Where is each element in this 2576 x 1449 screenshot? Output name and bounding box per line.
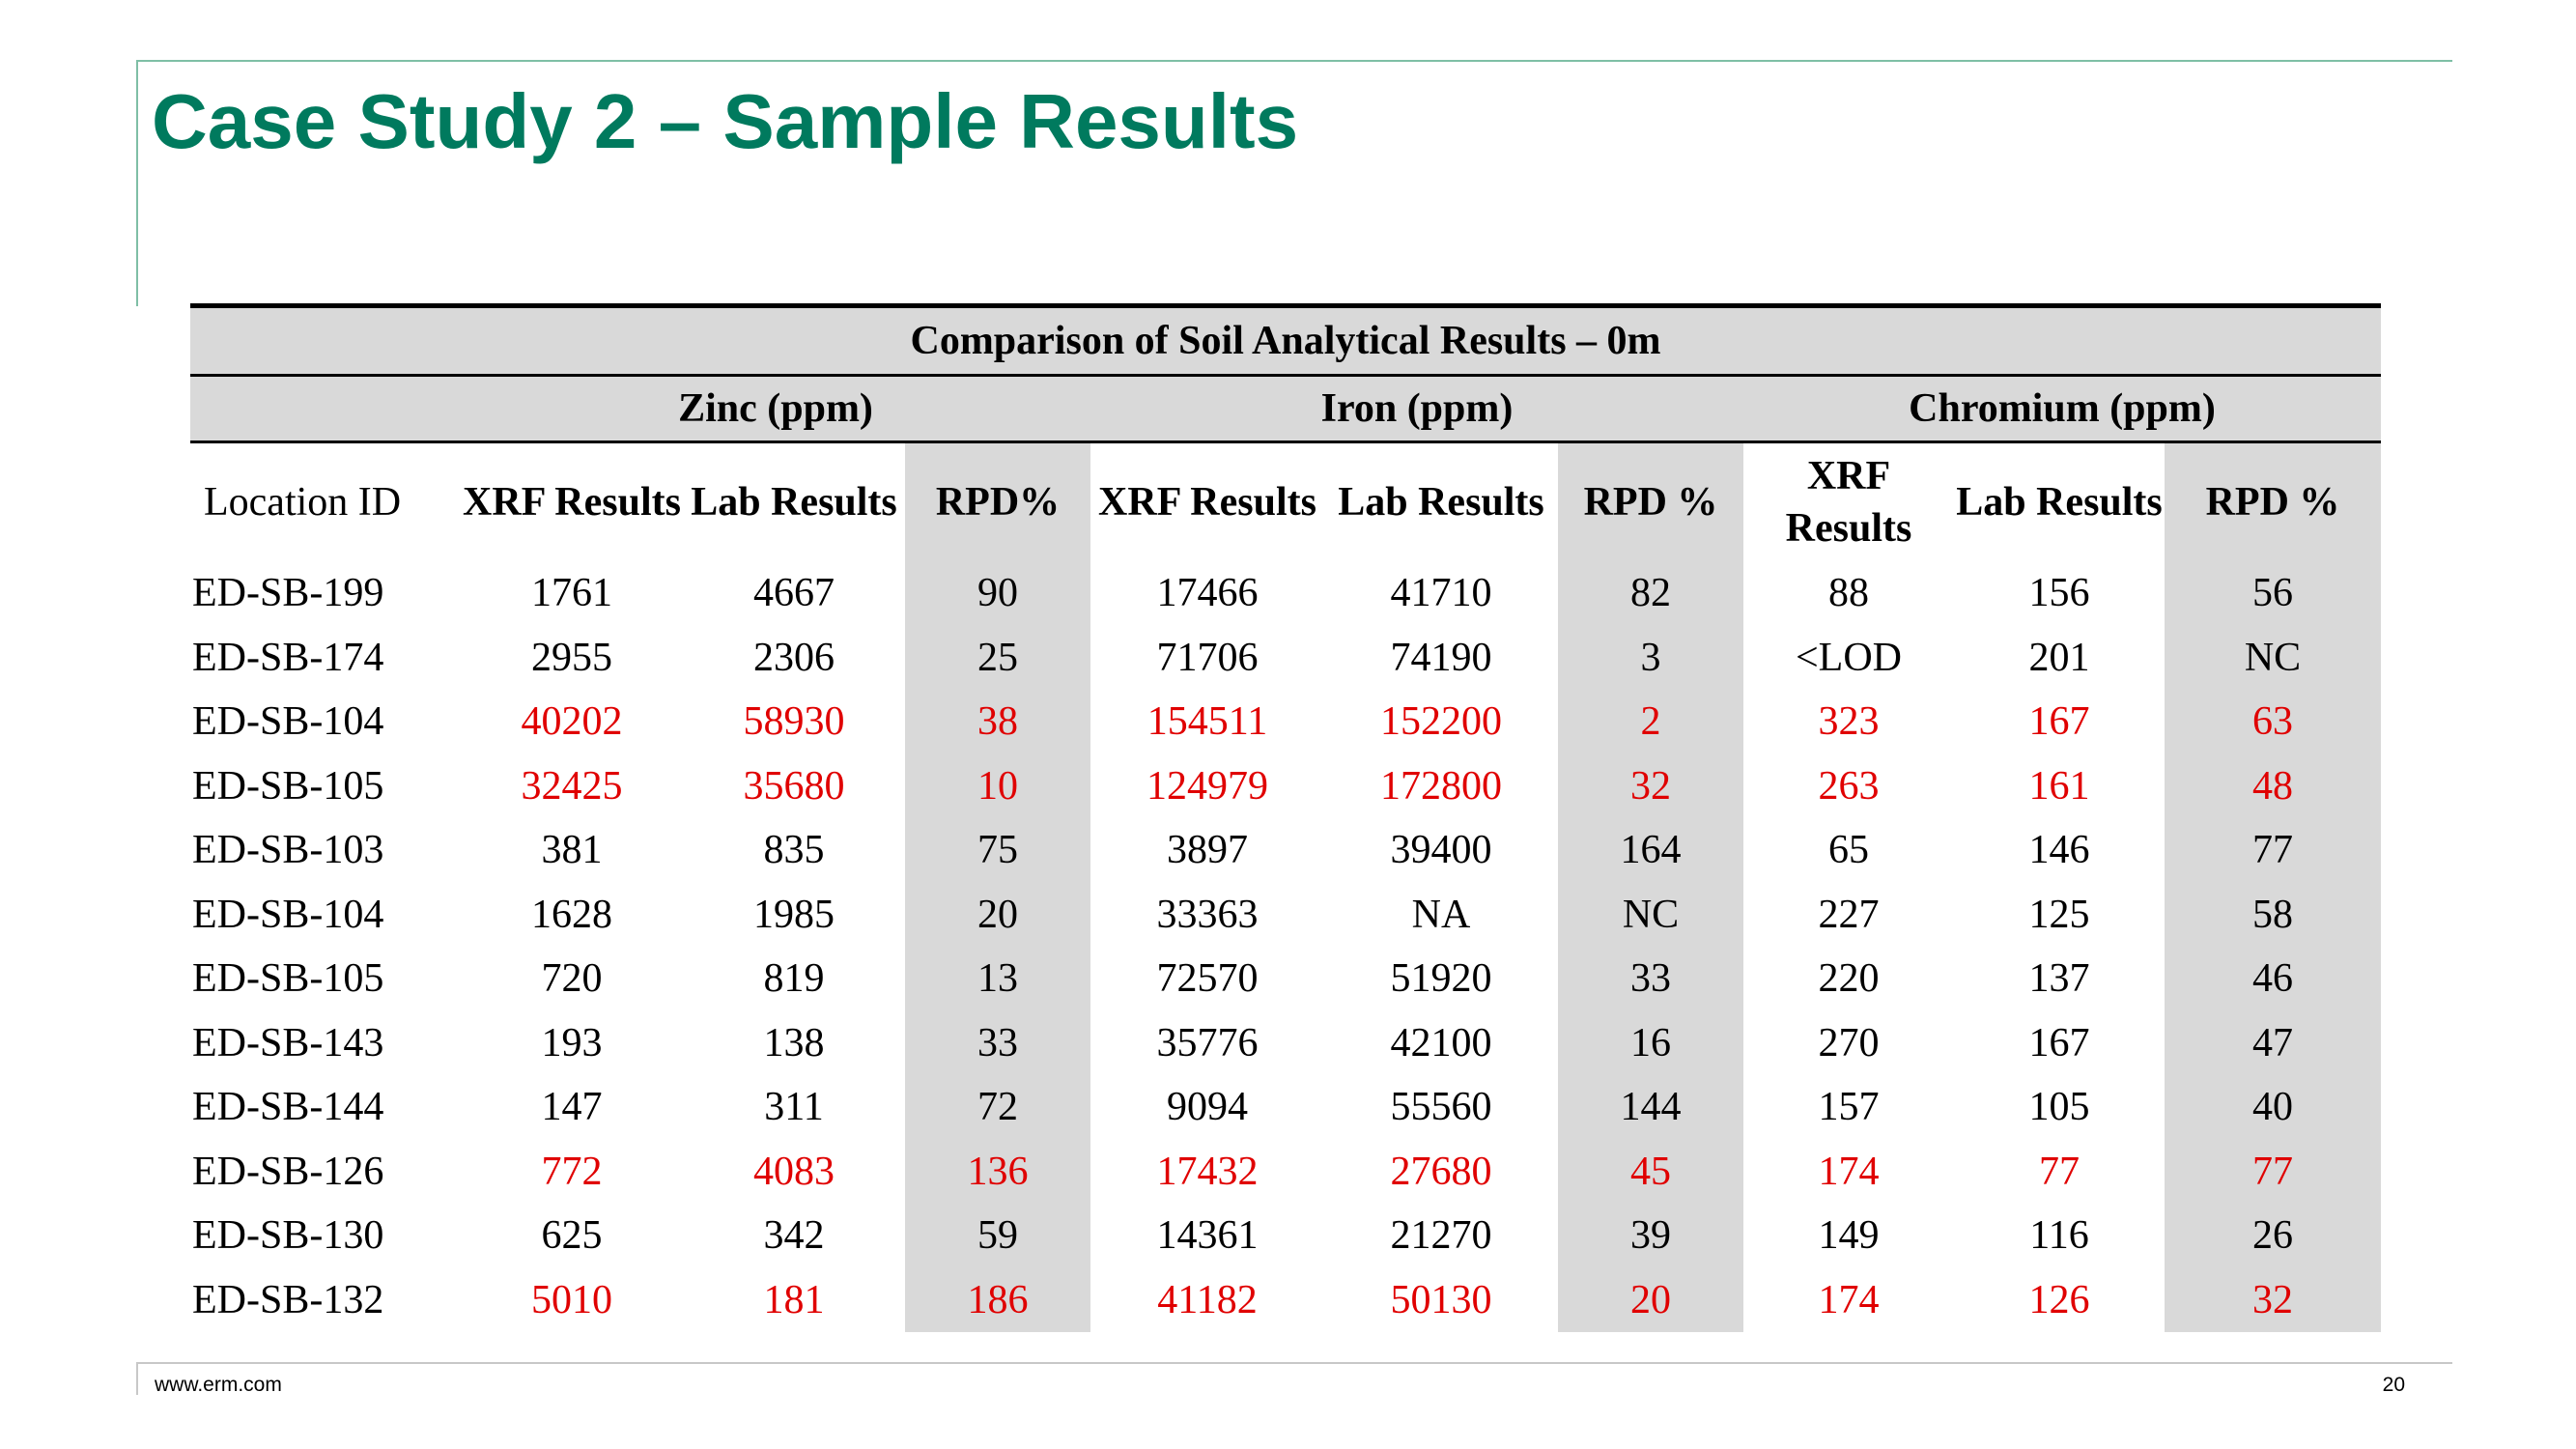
- cell-chromium-lab: 167: [2028, 1020, 2090, 1065]
- table-row: [190, 754, 2381, 819]
- group-spacer: [190, 376, 461, 442]
- cell-iron-lab: 21270: [1390, 1213, 1492, 1259]
- cell-chromium-lab: 156: [2028, 571, 2090, 616]
- column-header-zinc-lab: Lab Results: [691, 480, 897, 525]
- cell-chromium-lab: 137: [2028, 956, 2090, 1002]
- table-row: [190, 883, 2381, 948]
- table-row: [190, 1075, 2381, 1140]
- cell-iron-lab: NA: [1411, 892, 1471, 937]
- cell-zinc-lab: 181: [763, 1277, 825, 1322]
- cell-chromium-lab: 105: [2028, 1085, 2090, 1130]
- cell-iron-lab: 27680: [1390, 1149, 1492, 1194]
- cell-zinc-xrf: 32425: [521, 763, 623, 809]
- cell-chromium-xrf: 88: [1828, 571, 1869, 616]
- table-row: [190, 1140, 2381, 1205]
- column-header-chromium-lab: Lab Results: [1956, 480, 2163, 525]
- slide-title: Case Study 2 – Sample Results: [152, 78, 1299, 164]
- group-header-iron: Iron (ppm): [1090, 376, 1743, 442]
- cell-chromium-lab: 126: [2028, 1277, 2090, 1322]
- cell-location: ED-SB-132: [192, 1277, 384, 1322]
- cell-iron-rpd: 45: [1558, 1140, 1743, 1205]
- cell-location: ED-SB-103: [192, 828, 384, 873]
- header-rule: [136, 60, 2452, 62]
- cell-zinc-xrf: 381: [541, 828, 603, 873]
- cell-iron-rpd: 39: [1558, 1204, 1743, 1268]
- cell-zinc-rpd: 186: [905, 1268, 1090, 1333]
- soil-results-table: [190, 303, 2381, 1332]
- cell-chromium-rpd: NC: [2165, 626, 2381, 691]
- cell-zinc-lab: 819: [763, 956, 825, 1002]
- cell-chromium-lab: 116: [2029, 1213, 2089, 1259]
- cell-iron-rpd: 144: [1558, 1075, 1743, 1140]
- cell-location: ED-SB-144: [192, 1085, 384, 1130]
- footer-rule: [136, 1362, 2452, 1364]
- table-row: [190, 1204, 2381, 1268]
- cell-iron-lab: 51920: [1390, 956, 1492, 1002]
- table-row: [190, 818, 2381, 883]
- cell-location: ED-SB-105: [192, 763, 384, 809]
- column-header-zinc-rpd: RPD%: [905, 442, 1090, 562]
- cell-location: ED-SB-143: [192, 1020, 384, 1065]
- cell-zinc-rpd: 90: [905, 561, 1090, 626]
- cell-chromium-rpd: 26: [2165, 1204, 2381, 1268]
- cell-chromium-xrf: 220: [1818, 956, 1880, 1002]
- table-row: [190, 1011, 2381, 1076]
- group-header-zinc: Zinc (ppm): [461, 376, 1090, 442]
- cell-location: ED-SB-104: [192, 699, 384, 745]
- cell-chromium-xrf: 263: [1818, 763, 1880, 809]
- cell-chromium-rpd: 40: [2165, 1075, 2381, 1140]
- cell-chromium-rpd: 77: [2165, 818, 2381, 883]
- cell-iron-rpd: 33: [1558, 947, 1743, 1011]
- table-caption: Comparison of Soil Analytical Results – 0m: [190, 306, 2381, 376]
- cell-zinc-lab: 1985: [753, 892, 835, 937]
- cell-zinc-lab: 2306: [753, 635, 835, 680]
- cell-chromium-xrf: 157: [1818, 1085, 1880, 1130]
- cell-chromium-rpd: 46: [2165, 947, 2381, 1011]
- column-header-location: Location ID: [204, 480, 402, 525]
- cell-chromium-xrf: 323: [1818, 699, 1880, 745]
- cell-iron-xrf: 9094: [1167, 1085, 1248, 1130]
- cell-chromium-rpd: 63: [2165, 690, 2381, 754]
- table-row: [190, 561, 2381, 626]
- column-header-iron-rpd: RPD %: [1558, 442, 1743, 562]
- cell-chromium-xrf: 174: [1818, 1277, 1880, 1322]
- cell-zinc-rpd: 59: [905, 1204, 1090, 1268]
- cell-chromium-xrf: 65: [1828, 828, 1869, 873]
- cell-zinc-xrf: 147: [541, 1085, 603, 1130]
- cell-chromium-xrf: 270: [1818, 1020, 1880, 1065]
- cell-chromium-xrf: 149: [1818, 1213, 1880, 1259]
- cell-iron-lab: 172800: [1380, 763, 1502, 809]
- cell-iron-rpd: NC: [1558, 883, 1743, 948]
- cell-chromium-rpd: 47: [2165, 1011, 2381, 1076]
- cell-zinc-lab: 35680: [743, 763, 845, 809]
- cell-chromium-rpd: 32: [2165, 1268, 2381, 1333]
- cell-chromium-rpd: 48: [2165, 754, 2381, 819]
- cell-chromium-lab: 146: [2028, 828, 2090, 873]
- cell-zinc-rpd: 10: [905, 754, 1090, 819]
- cell-zinc-xrf: 720: [541, 956, 603, 1002]
- cell-chromium-xrf: 227: [1818, 892, 1880, 937]
- cell-chromium-xrf: <LOD: [1795, 635, 1902, 680]
- footer-url: www.erm.com: [155, 1374, 282, 1396]
- header-left-rule: [136, 60, 138, 306]
- cell-zinc-lab: 138: [763, 1020, 825, 1065]
- cell-iron-lab: 74190: [1390, 635, 1492, 680]
- cell-zinc-lab: 4083: [753, 1149, 835, 1194]
- footer-left-rule: [136, 1362, 138, 1395]
- table-row: [190, 626, 2381, 691]
- table-body: [190, 561, 2381, 1332]
- cell-iron-xrf: 17432: [1156, 1149, 1259, 1194]
- cell-zinc-xrf: 1761: [531, 571, 612, 616]
- cell-zinc-rpd: 33: [905, 1011, 1090, 1076]
- column-header-iron-lab: Lab Results: [1338, 480, 1544, 525]
- cell-chromium-rpd: 77: [2165, 1140, 2381, 1205]
- cell-zinc-lab: 4667: [753, 571, 835, 616]
- cell-iron-lab: 55560: [1390, 1085, 1492, 1130]
- cell-chromium-lab: 77: [2039, 1149, 2080, 1194]
- cell-chromium-lab: 167: [2028, 699, 2090, 745]
- cell-iron-rpd: 3: [1558, 626, 1743, 691]
- cell-iron-lab: 152200: [1380, 699, 1502, 745]
- cell-iron-xrf: 154511: [1146, 699, 1268, 745]
- table-row: [190, 947, 2381, 1011]
- cell-iron-xrf: 35776: [1156, 1020, 1259, 1065]
- cell-zinc-xrf: 40202: [521, 699, 623, 745]
- cell-iron-xrf: 41182: [1157, 1277, 1258, 1322]
- table-row: [190, 690, 2381, 754]
- cell-iron-xrf: 14361: [1156, 1213, 1259, 1259]
- cell-zinc-rpd: 20: [905, 883, 1090, 948]
- cell-chromium-lab: 125: [2028, 892, 2090, 937]
- column-header-zinc-xrf: XRF Results: [463, 480, 681, 525]
- cell-chromium-lab: 161: [2028, 763, 2090, 809]
- cell-zinc-xrf: 625: [541, 1213, 603, 1259]
- cell-iron-xrf: 33363: [1156, 892, 1259, 937]
- cell-chromium-lab: 201: [2028, 635, 2090, 680]
- group-header-chromium: Chromium (ppm): [1743, 376, 2381, 442]
- cell-iron-rpd: 32: [1558, 754, 1743, 819]
- cell-iron-xrf: 71706: [1156, 635, 1259, 680]
- cell-zinc-xrf: 193: [541, 1020, 603, 1065]
- cell-iron-xrf: 17466: [1156, 571, 1259, 616]
- cell-zinc-rpd: 13: [905, 947, 1090, 1011]
- cell-iron-lab: 41710: [1390, 571, 1492, 616]
- cell-zinc-xrf: 772: [541, 1149, 603, 1194]
- cell-iron-lab: 50130: [1390, 1277, 1492, 1322]
- cell-zinc-xrf: 2955: [531, 635, 612, 680]
- cell-iron-xrf: 124979: [1146, 763, 1268, 809]
- cell-iron-rpd: 20: [1558, 1268, 1743, 1333]
- cell-iron-xrf: 72570: [1156, 956, 1259, 1002]
- cell-zinc-rpd: 25: [905, 626, 1090, 691]
- cell-zinc-lab: 58930: [743, 699, 845, 745]
- cell-iron-lab: 39400: [1390, 828, 1492, 873]
- cell-iron-rpd: 2: [1558, 690, 1743, 754]
- cell-zinc-rpd: 136: [905, 1140, 1090, 1205]
- column-header-chromium-rpd: RPD %: [2165, 442, 2381, 562]
- cell-zinc-lab: 311: [764, 1085, 824, 1130]
- cell-iron-lab: 42100: [1390, 1020, 1492, 1065]
- cell-zinc-lab: 342: [763, 1213, 825, 1259]
- cell-location: ED-SB-174: [192, 635, 384, 680]
- cell-zinc-xrf: 5010: [531, 1277, 612, 1322]
- cell-chromium-xrf: 174: [1818, 1149, 1880, 1194]
- cell-iron-xrf: 3897: [1167, 828, 1248, 873]
- cell-iron-rpd: 16: [1558, 1011, 1743, 1076]
- cell-zinc-lab: 835: [763, 828, 825, 873]
- table-row: [190, 1268, 2381, 1333]
- page-number: 20: [2382, 1374, 2405, 1396]
- column-header-chromium-xrf: XRF Results: [1785, 454, 1912, 551]
- cell-zinc-rpd: 38: [905, 690, 1090, 754]
- cell-location: ED-SB-126: [192, 1149, 384, 1194]
- cell-location: ED-SB-199: [192, 571, 384, 616]
- cell-chromium-rpd: 58: [2165, 883, 2381, 948]
- cell-chromium-rpd: 56: [2165, 561, 2381, 626]
- results-table-container: [190, 303, 2381, 1332]
- cell-location: ED-SB-104: [192, 892, 384, 937]
- cell-zinc-rpd: 72: [905, 1075, 1090, 1140]
- column-header-iron-xrf: XRF Results: [1098, 480, 1316, 525]
- cell-location: ED-SB-130: [192, 1213, 384, 1259]
- cell-zinc-rpd: 75: [905, 818, 1090, 883]
- cell-location: ED-SB-105: [192, 956, 384, 1002]
- cell-iron-rpd: 82: [1558, 561, 1743, 626]
- cell-iron-rpd: 164: [1558, 818, 1743, 883]
- cell-zinc-xrf: 1628: [531, 892, 612, 937]
